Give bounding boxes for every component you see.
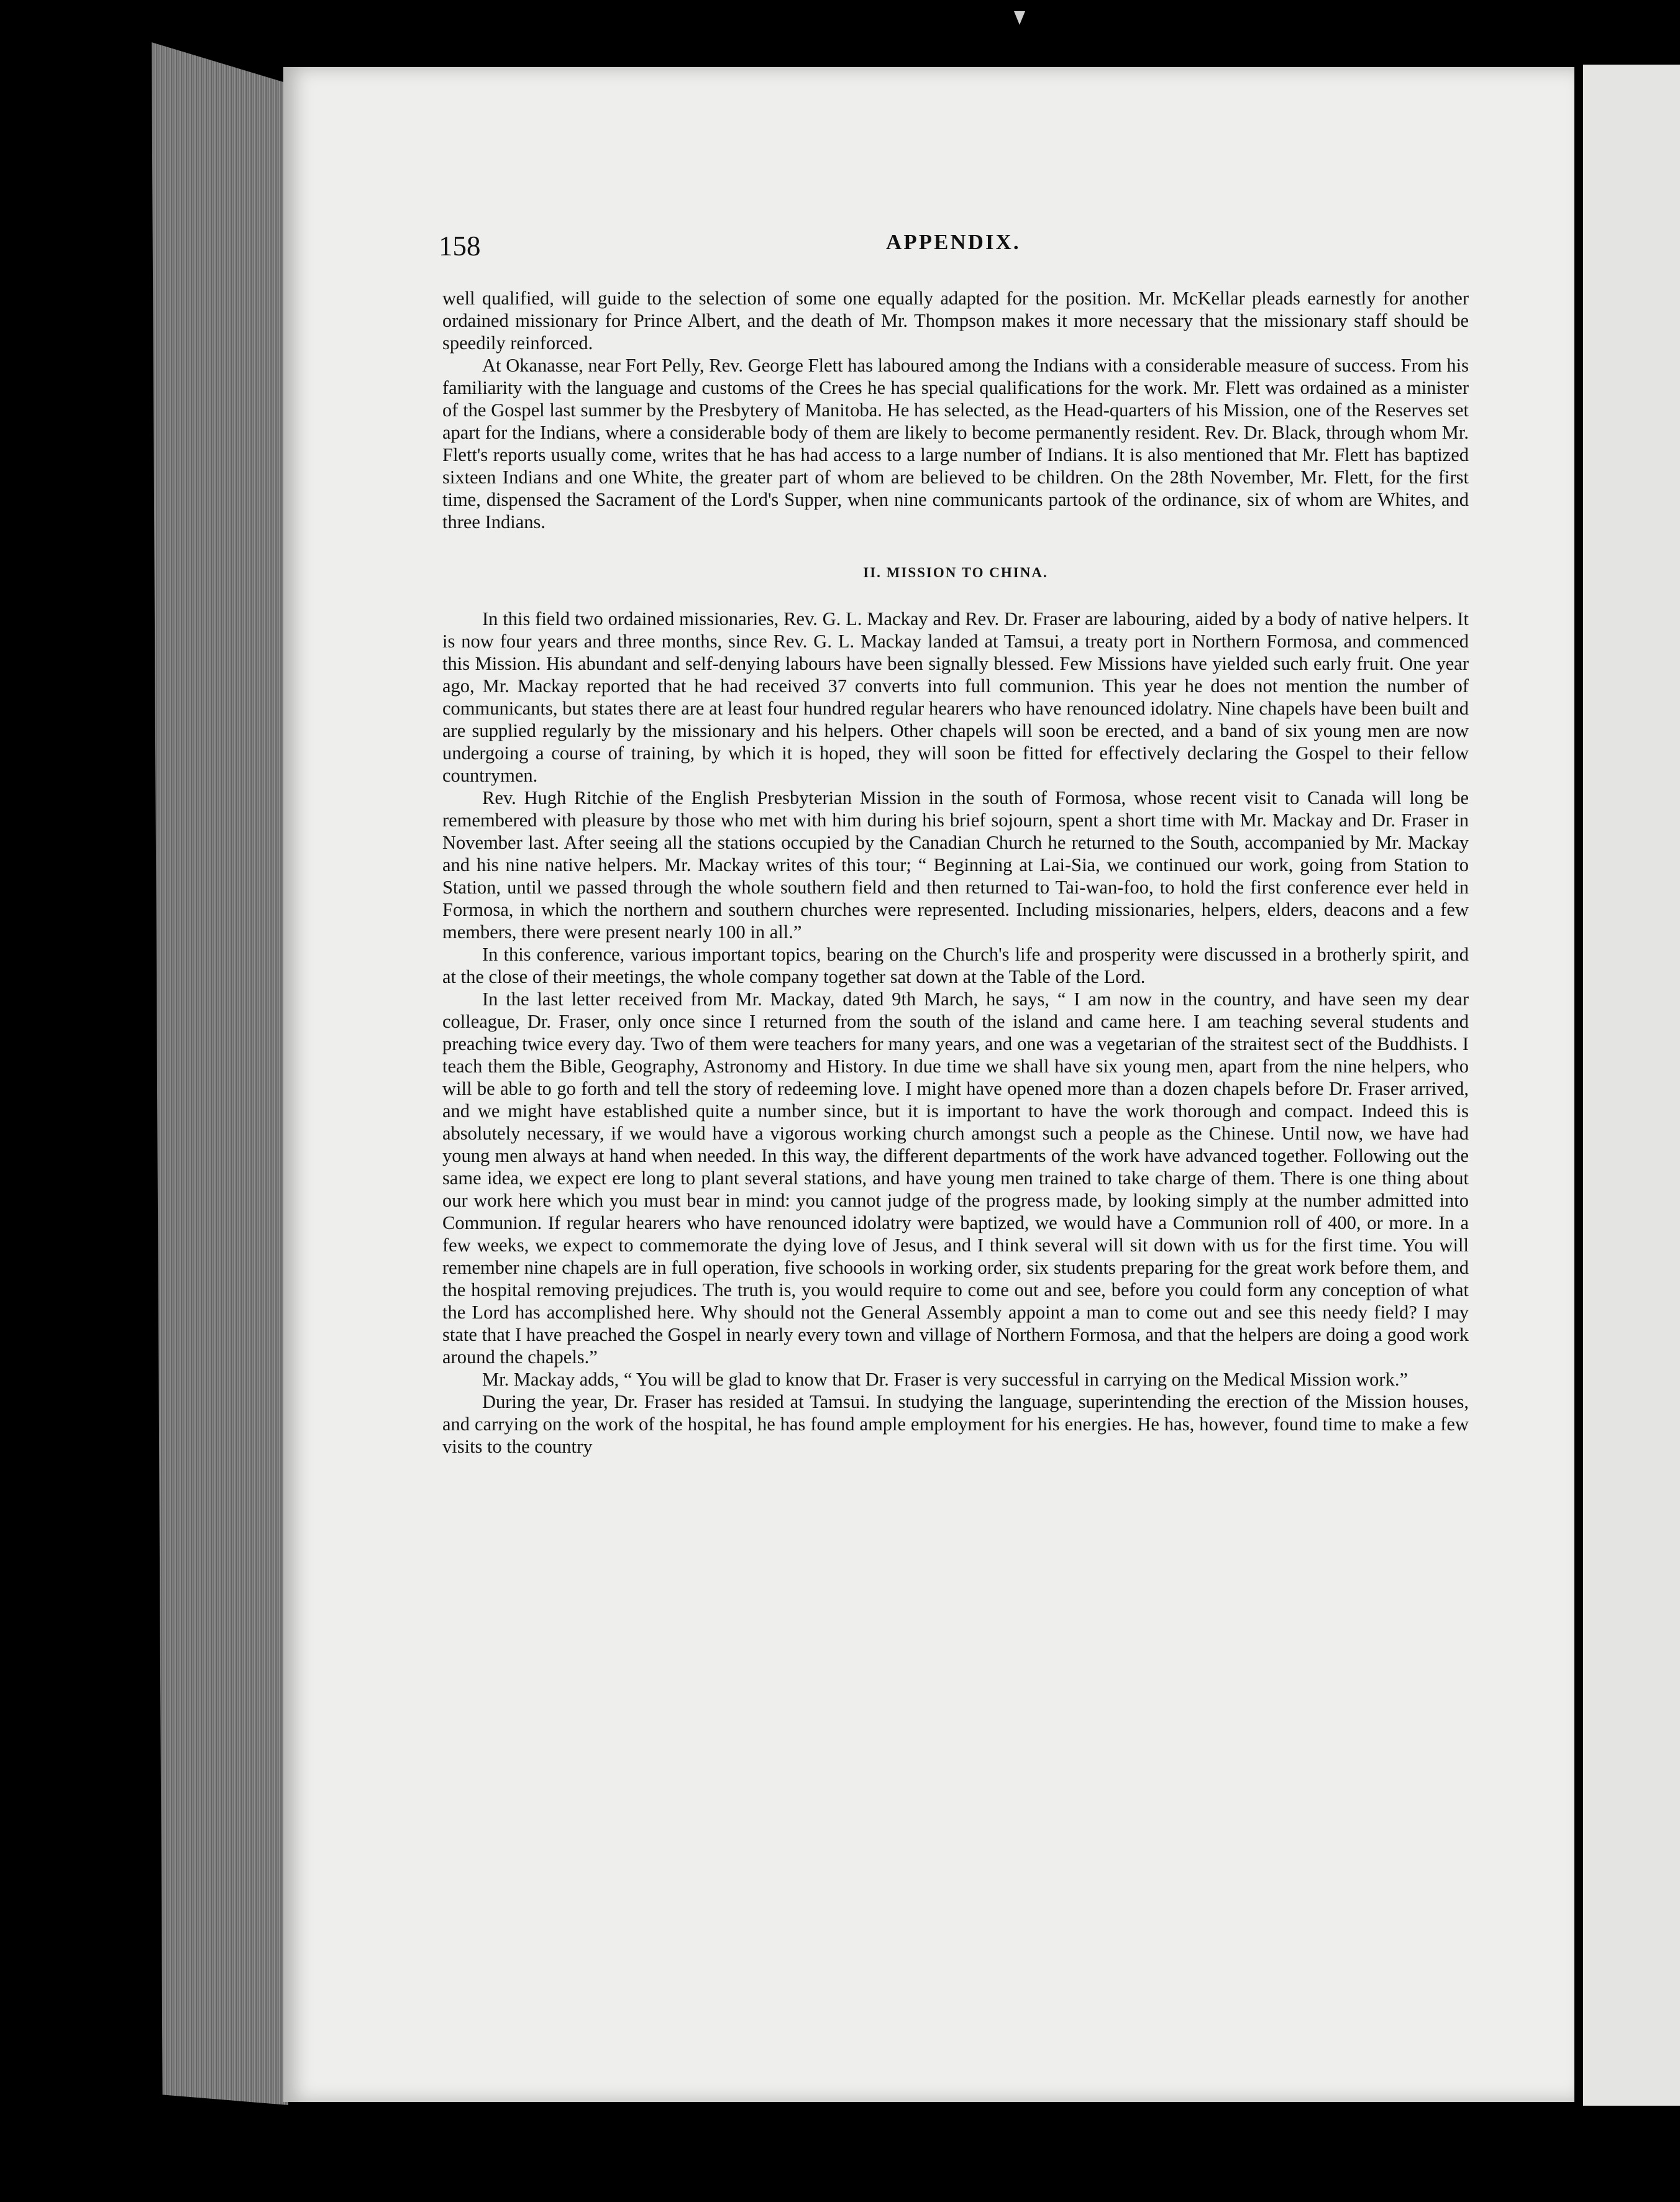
book-page-edges — [152, 42, 288, 2105]
paragraph-7: Mr. Mackay adds, “ You will be glad to know that Dr. Fraser is very successful in carrying on the Medical Mission work.” — [482, 1369, 1408, 1390]
running-head — [439, 230, 1470, 267]
adjacent-page — [1583, 65, 1680, 2106]
paragraph-4: Rev. Hugh Ritchie of the English Presbyterian Mission in the south of Formosa, whose recent visit to Canada will long be remembered with pleasure by those who met with him during his brief sojourn, spent a short time with Mr. Mackay and Dr. Fraser in November last. After seeing all the stations occupied by the Canadian Church he returned to the South, accompanied by Mr. Mackay and his nine native helpers. Mr. Mackay writes of this tour; “ Beginning at Lai-Sia, we continued our work, going from Station to Station, until we passed through the whole southern field and then returned to Tai-wan-foo, to hold the first conference ever held in Formosa, in which the northern and southern churches were represented. Including missionaries, helpers, elders, deacons and a few members, there were present nearly 100 in all.” — [442, 787, 1469, 943]
header-title: APPENDIX. — [886, 230, 1021, 254]
paragraph-3: In this field two ordained missionaries, Rev. G. L. Mackay and Rev. Dr. Fraser are labouring, aided by a body of native helpers. It is now four years and three months, since Rev. G. L. Mackay landed at Tamsui, a treaty port in Northern Formosa, and commenced this Mission. His abundant and self-denying labours have been signally blessed. Few Missions have yielded such early fruit. One year ago, Mr. Mackay reported that he had received 37 converts into full communion. This year he does not mention the number of communicants, but states there are at least four hundred regular hearers who have renounced idolatry. Nine chapels have been built and are supplied regularly by the missionary and his helpers. Other chapels will soon be erected, and a band of six young men are now undergoing a course of training, by which it is hoped, they will soon be fitted for effectively declaring the Gospel to their fellow countrymen. — [442, 608, 1469, 786]
page-number: 158 — [439, 231, 481, 262]
scan-mark — [1014, 11, 1025, 25]
section-heading: II. MISSION TO CHINA. — [863, 565, 1048, 580]
paragraph-6: In the last letter received from Mr. Mackay, dated 9th March, he says, “ I am now in the country, and have seen my dear colleague, Dr. Fraser, only once since I returned from the south of the island and came here. I am teaching several students and preaching twice every day. Two of them were teachers for many years, and one was a vegetarian of the straitest sect of the Buddhists. I teach them the Bible, Geography, Astronomy and History. In due time we shall have six young men, apart from the nine helpers, who will be able to go forth and tell the story of redeeming love. I might have opened more than a dozen chapels before Dr. Fraser arrived, and we might have established quite a number since, but it is important to have the work thorough and compact. Indeed this is absolutely necessary, if we would have a vigorous working church amongst such a people as the Chinese. Until now, we have had young men always at hand when needed. In this way, the different departments of the work have advanced together. Following out the same idea, we expect ere long to plant several stations, and have young men trained to take charge of them. There is one thing about our work here which you must bear in mind: you cannot judge of the progress made, by looking simply at the number admitted into Communion. If regular hearers who have renounced idolatry were baptized, we would have a Communion roll of 400, or more. In a few weeks, we expect to commemorate the dying love of Jesus, and I think several will sit down with us for the first time. You will remember nine chapels are in full operation, five schoools in working order, six students preparing for the great work before them, and the hospital removing prejudices. The truth is, you would require to come out and see, before you could form any conception of what the Lord has accomplished here. Why should not the General Assembly appoint a man to come out and see this needy field? I may state that I have preached the Gospel in nearly every town and village of Northern Formosa, and that the helpers are doing a good work around the chapels.” — [442, 989, 1469, 1368]
paragraph-1: well qualified, will guide to the selection of some one equally adapted for the position. Mr. McKellar pleads earnestly for another ordained missionary for Prince Albert, and the death of Mr. Thompson makes it more necessary that the missionary staff should be speedily reinforced. — [442, 288, 1469, 354]
paragraph-5: In this conference, various important topics, bearing on the Church's life and prosperity were discussed in a brotherly spirit, and at the close of their meetings, the whole company together sat down at the Table of the Lord. — [442, 944, 1469, 987]
body-text — [442, 287, 1469, 1965]
paragraph-8: During the year, Dr. Fraser has resided at Tamsui. In studying the language, superintending the erection of the Mission houses, and carrying on the work of the hospital, he has found ample employment for his energies. He has, however, found time to make a few visits to the country — [442, 1391, 1469, 1457]
paragraph-2: At Okanasse, near Fort Pelly, Rev. George Flett has laboured among the Indians with a considerable measure of success. From his familiarity with the language and customs of the Crees he has special qualifications for the work. Mr. Flett was ordained as a minister of the Gospel last summer by the Presbytery of Manitoba. He has selected, as the Head-quarters of his Mission, one of the Reserves set apart for the Indians, where a considerable body of them are likely to become permanently resident. Rev. Dr. Black, through whom Mr. Flett's reports usually come, writes that he has had access to a large number of Indians. It is also mentioned that Mr. Flett has baptized sixteen Indians and one White, the greater part of whom are believed to be children. On the 28th November, Mr. Flett, for the first time, dispensed the Sacrament of the Lord's Supper, when nine communicants partook of the ordinance, six of whom are Whites, and three Indians. — [442, 355, 1469, 532]
